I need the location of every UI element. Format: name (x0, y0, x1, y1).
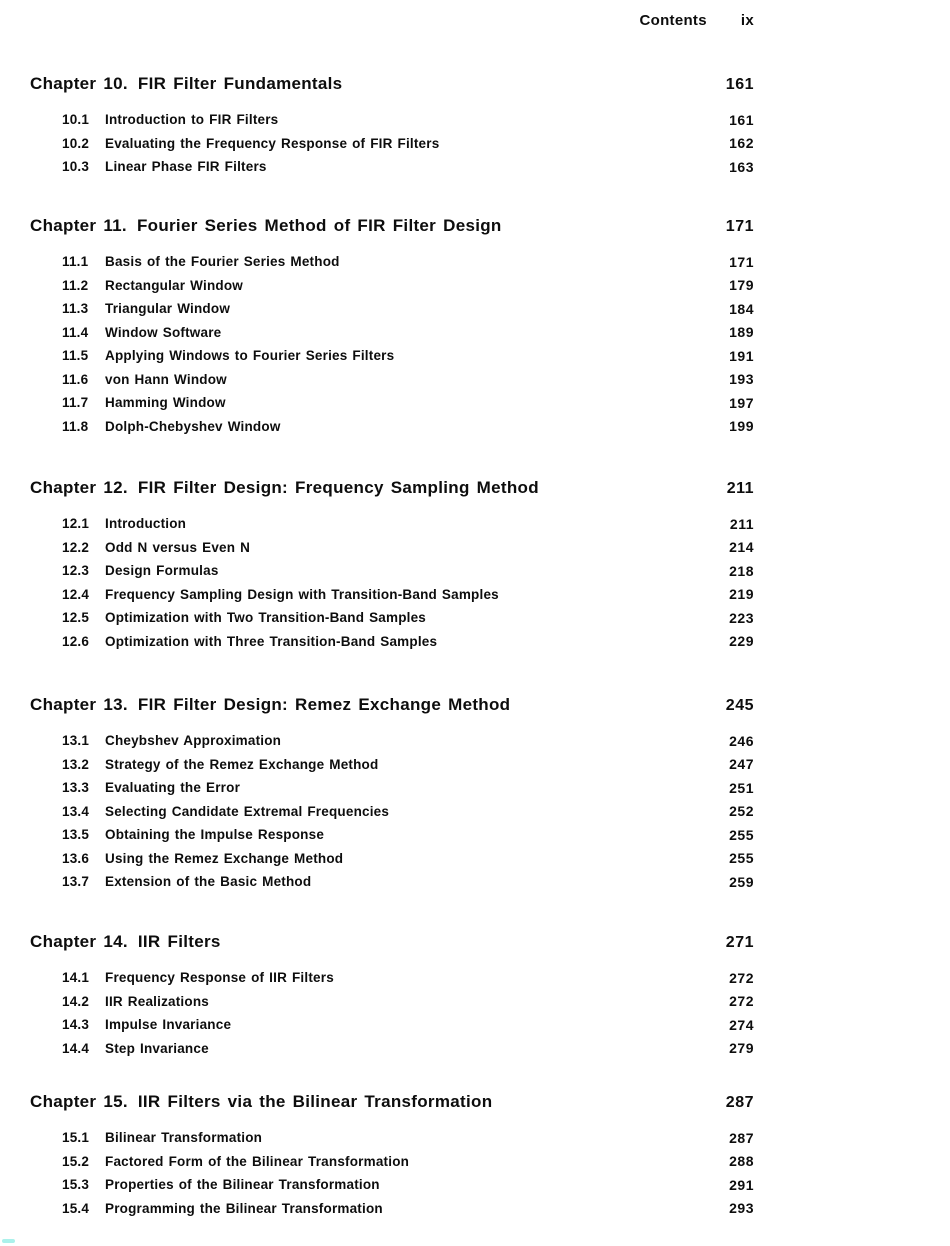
section-page: 255 (729, 826, 754, 843)
section-number: 12.3 (62, 563, 90, 579)
section-number: 10.1 (62, 112, 90, 128)
chapter-page: 287 (725, 1094, 754, 1111)
section-row (30, 1150, 754, 1174)
section-number: 15.2 (62, 1153, 90, 1169)
section-title: von Hann Window (105, 371, 227, 387)
section-page: 161 (729, 111, 754, 128)
section-title: Rectangular Window (105, 277, 243, 293)
section-row (30, 391, 754, 415)
section-title: Hamming Window (105, 395, 226, 411)
section-page: 229 (729, 633, 754, 650)
chapter-label: Chapter 11. (30, 216, 127, 235)
section-number: 14.1 (62, 970, 90, 986)
section-row (30, 132, 754, 156)
section-title: Introduction to FIR Filters (105, 112, 279, 128)
chapter-label: Chapter 10. (30, 74, 128, 93)
section-page: 279 (729, 1040, 754, 1057)
section-title: Triangular Window (105, 301, 231, 317)
section-row (30, 250, 754, 274)
chapter-heading (30, 216, 754, 237)
section-page: 179 (729, 277, 754, 294)
section-number: 13.3 (62, 780, 90, 796)
section-title: Evaluating the Frequency Response of FIR Filters (105, 135, 440, 151)
section-title: Dolph-Chebyshev Window (105, 418, 281, 434)
section-title: Basis of the Fourier Series Method (105, 254, 340, 270)
scan-artifact (2, 1239, 15, 1243)
section-number: 13.2 (62, 756, 90, 772)
section-title: Odd N versus Even N (105, 539, 251, 555)
section-page: 288 (729, 1153, 754, 1170)
section-list (30, 1126, 754, 1220)
section-row (30, 415, 754, 439)
section-row (30, 630, 754, 654)
section-page: 193 (729, 371, 754, 388)
section-list (30, 108, 754, 179)
chapter-block (30, 932, 754, 1060)
folio-page-number: ix (740, 12, 754, 29)
section-title: Bilinear Transformation (105, 1130, 263, 1146)
section-row (30, 155, 754, 179)
section-title: Extension of the Basic Method (105, 874, 312, 890)
section-number: 15.1 (62, 1130, 90, 1146)
chapter-heading (30, 695, 754, 716)
section-row (30, 753, 754, 777)
section-title: Programming the Bilinear Transformation (105, 1200, 383, 1216)
section-title: Applying Windows to Fourier Series Filters (105, 348, 395, 364)
section-title: Window Software (105, 324, 222, 340)
chapter-page: 161 (725, 76, 754, 93)
toc (30, 0, 754, 1246)
section-row (30, 1173, 754, 1197)
section-row (30, 870, 754, 894)
section-page: 184 (729, 300, 754, 317)
chapter-heading (30, 932, 754, 953)
section-row (30, 1013, 754, 1037)
chapter-label: Chapter 14. (30, 932, 128, 951)
section-number: 12.6 (62, 633, 90, 649)
chapter-page: 245 (725, 697, 754, 714)
chapter-title: IIR Filters via the Bilinear Transformation (137, 1092, 493, 1111)
section-page: 247 (729, 756, 754, 773)
chapter-block (30, 74, 754, 179)
section-title: Factored Form of the Bilinear Transformation (105, 1153, 410, 1169)
section-number: 10.3 (62, 159, 90, 175)
section-page: 163 (729, 158, 754, 175)
section-title: Optimization with Two Transition-Band Samples (105, 610, 427, 626)
section-page: 272 (729, 969, 754, 986)
section-row (30, 1197, 754, 1221)
section-number: 11.6 (62, 371, 89, 387)
section-page: 189 (729, 324, 754, 341)
section-number: 12.4 (62, 586, 90, 602)
section-number: 10.2 (62, 135, 90, 151)
section-row (30, 800, 754, 824)
chapter-label: Chapter 12. (30, 478, 128, 497)
section-number: 14.2 (62, 993, 90, 1009)
chapter-title: FIR Filter Fundamentals (137, 74, 343, 93)
section-title: Strategy of the Remez Exchange Method (105, 756, 379, 772)
section-number: 14.3 (62, 1017, 90, 1033)
chapter-title: IIR Filters (137, 932, 221, 951)
section-number: 11.5 (62, 348, 89, 364)
section-number: 11.7 (62, 395, 89, 411)
chapter-title: Fourier Series Method of FIR Filter Design (136, 216, 502, 235)
section-row (30, 1126, 754, 1150)
chapter-title: FIR Filter Design: Frequency Sampling Method (137, 478, 539, 497)
section-row (30, 823, 754, 847)
chapter-page: 271 (725, 934, 754, 951)
section-page: 218 (729, 562, 754, 579)
running-head-title: Contents (639, 12, 707, 29)
section-page: 191 (729, 347, 754, 364)
section-title: Properties of the Bilinear Transformation (105, 1177, 380, 1193)
section-title: Evaluating the Error (105, 780, 241, 796)
section-title: Obtaining the Impulse Response (105, 827, 325, 843)
section-page: 246 (729, 732, 754, 749)
section-number: 13.4 (62, 803, 90, 819)
section-row (30, 776, 754, 800)
section-page: 259 (729, 873, 754, 890)
section-row (30, 321, 754, 345)
chapter-block (30, 695, 754, 894)
section-page: 291 (729, 1176, 754, 1193)
chapter-label: Chapter 13. (30, 695, 128, 714)
section-page: 199 (729, 418, 754, 435)
section-row (30, 297, 754, 321)
section-number: 13.6 (62, 850, 90, 866)
section-page: 293 (729, 1200, 754, 1217)
section-number: 11.3 (62, 301, 89, 317)
section-list (30, 729, 754, 894)
chapter-block (30, 1092, 754, 1220)
section-row (30, 606, 754, 630)
section-page: 251 (729, 779, 754, 796)
section-row (30, 990, 754, 1014)
section-title: Step Invariance (105, 1040, 209, 1056)
section-number: 12.1 (62, 516, 90, 532)
section-row (30, 729, 754, 753)
chapter-label: Chapter 15. (30, 1092, 128, 1111)
section-number: 15.4 (62, 1200, 90, 1216)
section-number: 12.2 (62, 539, 90, 555)
section-number: 13.7 (62, 874, 90, 890)
section-row (30, 512, 754, 536)
section-row (30, 583, 754, 607)
section-number: 15.3 (62, 1177, 90, 1193)
chapter-block (30, 478, 754, 653)
section-row (30, 368, 754, 392)
section-title: Frequency Sampling Design with Transition-Band Samples (105, 586, 499, 602)
section-row (30, 1037, 754, 1061)
section-title: Using the Remez Exchange Method (105, 850, 344, 866)
chapter-title: FIR Filter Design: Remez Exchange Method (137, 695, 511, 714)
section-number: 11.8 (62, 418, 89, 434)
section-number: 12.5 (62, 610, 90, 626)
section-page: 197 (729, 394, 754, 411)
section-row (30, 966, 754, 990)
section-list (30, 966, 754, 1060)
section-title: Selecting Candidate Extremal Frequencies (105, 803, 390, 819)
section-row (30, 536, 754, 560)
section-page: 162 (729, 135, 754, 152)
section-number: 11.4 (62, 324, 89, 340)
chapter-block (30, 216, 754, 438)
section-number: 11.2 (62, 277, 89, 293)
section-title: Design Formulas (105, 563, 219, 579)
section-title: Optimization with Three Transition-Band Samples (105, 633, 438, 649)
section-row (30, 344, 754, 368)
section-page: 211 (729, 515, 754, 532)
chapter-page: 211 (726, 480, 754, 497)
section-row (30, 847, 754, 871)
section-title: Impulse Invariance (105, 1017, 232, 1033)
section-title: IIR Realizations (105, 993, 209, 1009)
chapter-heading (30, 478, 754, 499)
section-page: 171 (729, 253, 754, 270)
section-page: 287 (729, 1129, 754, 1146)
section-number: 11.1 (62, 254, 89, 270)
section-page: 272 (729, 993, 754, 1010)
section-title: Linear Phase FIR Filters (105, 159, 267, 175)
section-number: 13.1 (62, 733, 90, 749)
section-title: Introduction (105, 516, 187, 532)
section-row (30, 274, 754, 298)
section-page: 219 (729, 586, 754, 603)
section-page: 252 (729, 803, 754, 820)
chapter-page: 171 (725, 218, 754, 235)
section-page: 255 (729, 850, 754, 867)
section-row (30, 559, 754, 583)
section-list (30, 250, 754, 438)
section-page: 274 (729, 1016, 754, 1033)
section-page: 214 (729, 539, 754, 556)
chapter-heading (30, 74, 754, 95)
chapter-heading (30, 1092, 754, 1113)
section-page: 223 (729, 609, 754, 626)
section-list (30, 512, 754, 653)
section-number: 14.4 (62, 1040, 90, 1056)
section-title: Cheybshev Approximation (105, 733, 282, 749)
section-title: Frequency Response of IIR Filters (105, 970, 334, 986)
section-number: 13.5 (62, 827, 90, 843)
section-row (30, 108, 754, 132)
